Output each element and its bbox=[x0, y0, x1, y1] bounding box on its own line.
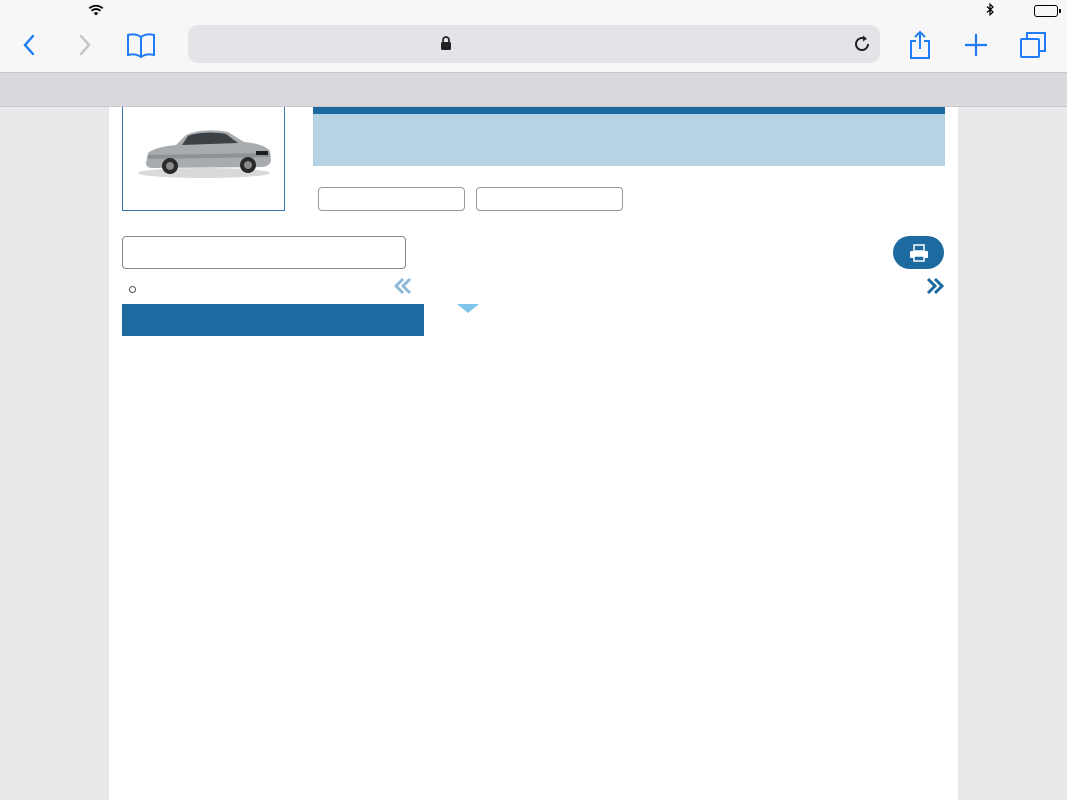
new-tab-icon[interactable] bbox=[963, 30, 989, 60]
reload-icon[interactable] bbox=[852, 34, 872, 59]
scroll-left-icon[interactable] bbox=[392, 275, 414, 302]
avg-monthly-input[interactable] bbox=[476, 187, 623, 211]
browser-toolbar bbox=[0, 22, 1067, 72]
car-image bbox=[124, 115, 285, 195]
vehicle-header-bar bbox=[313, 107, 945, 114]
tab-bar bbox=[0, 72, 1067, 107]
mileage-est-input[interactable] bbox=[318, 187, 465, 211]
lock-icon bbox=[440, 36, 452, 56]
bookmarks-icon[interactable] bbox=[126, 30, 156, 60]
battery-icon bbox=[1034, 5, 1058, 17]
tabs-overview-icon[interactable] bbox=[1019, 30, 1047, 60]
vehicle-specs bbox=[313, 114, 945, 166]
back-icon[interactable] bbox=[22, 30, 36, 60]
scroll-right-icon[interactable] bbox=[924, 275, 946, 302]
wifi-icon bbox=[88, 4, 104, 19]
mileage-header-label bbox=[122, 304, 424, 336]
optional-item-legend bbox=[129, 282, 146, 297]
forward-icon[interactable] bbox=[78, 30, 92, 60]
printer-icon bbox=[909, 244, 929, 262]
page-content bbox=[109, 107, 958, 800]
status-bar bbox=[0, 0, 1067, 22]
address-bar[interactable] bbox=[188, 25, 880, 63]
current-mileage-pointer-icon bbox=[457, 304, 479, 313]
vehicle-image-frame bbox=[122, 107, 285, 211]
bluetooth-icon bbox=[986, 3, 995, 19]
print-button[interactable] bbox=[893, 236, 944, 269]
optional-dot-icon bbox=[129, 286, 136, 293]
view-toggle bbox=[122, 236, 406, 269]
share-icon[interactable] bbox=[908, 30, 932, 60]
